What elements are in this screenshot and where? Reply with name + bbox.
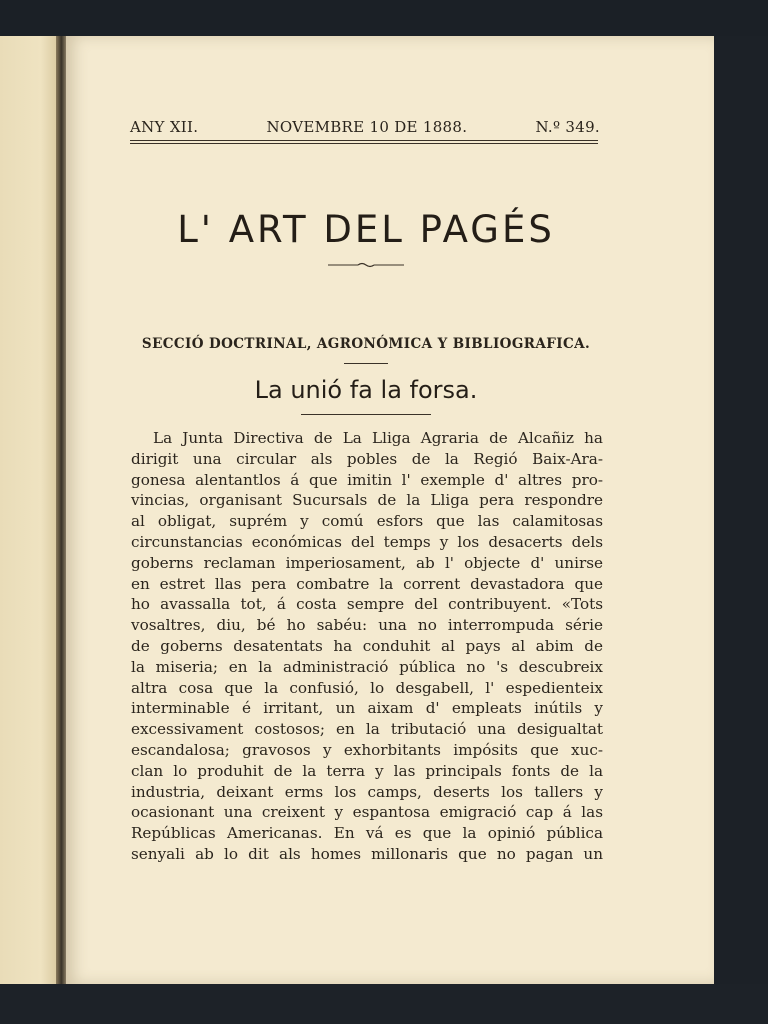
body-line: gonesa alentantlos á que imitin l' exemple d' altres pro-	[131, 470, 603, 489]
title-rule	[301, 414, 431, 415]
article-body	[131, 428, 603, 865]
body-line: la miseria; en la administració pública no 's descubreix	[131, 657, 603, 676]
header-rule-top	[130, 140, 598, 141]
masthead-title: L' ART DEL PAGÉS	[177, 208, 555, 251]
issue-date: NOVEMBRE 10 DE 1888.	[266, 118, 468, 136]
body-line: vosaltres, diu, bé ho sabéu: una no interrompuda série	[131, 616, 603, 635]
body-line: senyali ab lo dit als homes millonaris que no pagan un	[131, 844, 603, 863]
masthead-ornament	[328, 262, 404, 268]
body-line: goberns reclaman imperiosament, ab l' objecte d' unirse	[131, 553, 603, 572]
section-heading: SECCIÓ DOCTRINAL, AGRONÓMICA Y BIBLIOGRAFICA.	[141, 336, 591, 352]
body-line: al obligat, suprém y comú esfors que las calamitosas	[131, 512, 603, 531]
body-line: circunstancias económicas del temps y los desacerts dels	[131, 532, 603, 551]
body-line: de goberns desatentats ha conduhit al pays al abim de	[131, 636, 603, 655]
page-header	[130, 118, 600, 136]
body-line: excessivament costosos; en la tributació una desigualtat	[131, 720, 603, 739]
volume-label: ANY XII.	[130, 118, 199, 136]
body-line: altra cosa que la confusió, lo desgabell, l' espedienteix	[131, 678, 603, 697]
body-line: escandalosa; gravosos y exhorbitants impósits que xuc-	[131, 740, 603, 759]
article-title: La unió fa la forsa.	[254, 376, 478, 404]
section-rule	[344, 363, 388, 364]
newspaper-page	[66, 36, 714, 984]
scan-top-background	[0, 0, 768, 36]
body-line: en estret llas pera combatre la corrent devastadora que	[131, 574, 603, 593]
issue-number: N.º 349.	[535, 118, 600, 136]
body-line: La Junta Directiva de La Lliga Agraria de Alcañiz ha	[153, 429, 603, 447]
body-line: Repúblicas Americanas. En vá es que la opinió pública	[131, 824, 603, 843]
body-line: ocasionant una creixent y espantosa emigració cap á las	[131, 803, 603, 822]
body-line: vincias, organisant Sucursals de la Lliga pera respondre	[131, 491, 603, 510]
body-line: clan lo produhit de la terra y las principals fonts de la	[131, 761, 603, 780]
body-line: industria, deixant erms los camps, deserts los tallers y	[131, 782, 603, 801]
scan-bottom-background	[0, 984, 768, 1024]
header-rule-bottom	[130, 143, 598, 144]
body-line: dirigit una circular als pobles de la Regió Baix-Ara-	[131, 449, 603, 468]
body-line: interminable é irritant, un aixam d' empleats inútils y	[131, 699, 603, 718]
body-line: ho avassalla tot, á costa sempre del contribuyent. «Tots	[131, 595, 603, 614]
facing-page-edge	[0, 36, 58, 986]
